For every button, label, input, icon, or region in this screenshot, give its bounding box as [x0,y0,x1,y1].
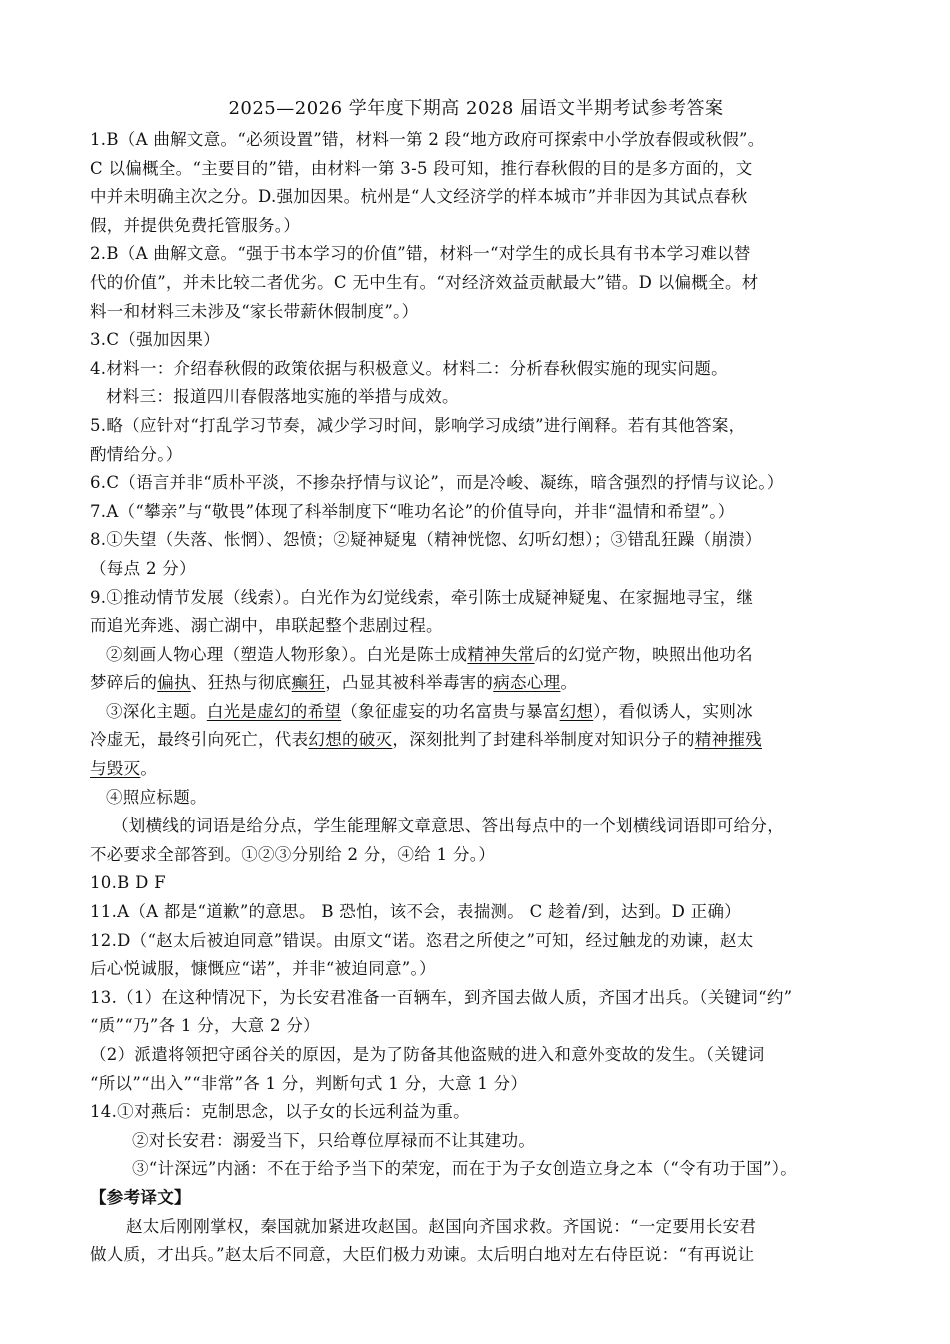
answer-q9 [90,584,862,870]
answer-line [90,698,862,727]
answer-line: ④照应标题。 [106,787,207,807]
text-span: （象征虚妄的功名富贵与暴富 [341,701,560,721]
answer-q14 [90,1098,862,1184]
text-span: 、狂热与彻底 [190,673,292,693]
scoring-keyword: 癫狂 [291,673,326,693]
answer-line: （2）派遣将领把守函谷关的原因，是为了防备其他盗贼的进入和意外变故的发生。（关键词 [90,1045,765,1064]
answer-line: ③“计深远”内涵：不在于给予当下的荣宠，而在于为子女创造立身之本（“令有功于国”）。 [132,1159,798,1179]
answer-line: 1.B（A 曲解文意。“必须设置”错，材料一第 2 段“地方政府可探索中小学放春假或秋假”。 [90,130,765,149]
page-title: 2025—2026 学年度下期高 2028 届语文半期考试参考答案 [228,98,724,119]
answer-line [90,755,862,784]
scoring-note: （划横线的词语是给分点，学生能理解文章意思、答出每点中的一个划横线词语即可给分， [112,816,784,836]
translation-line: 赵太后刚刚掌权，秦国就加紧进攻赵国。赵国向齐国求救。齐国说：“一定要用长安君 [126,1216,757,1236]
text-span: 后的幻觉产物，映照出他功名 [534,644,753,664]
answer-line: 料一和材料三未涉及“家长带薪休假制度”。） [90,301,419,321]
scoring-keyword: 精神摧残 [694,730,763,750]
text-span: ，深刻批判了封建科举制度对知识分子的 [392,730,695,750]
answer-q6: 6.C（语言并非“质朴平淡，不掺杂抒情与议论”，而是冷峻、凝练，暗含强烈的抒情与议论。） [90,473,784,493]
scoring-keyword: 幻想的破灭 [308,730,393,750]
text-span: 。 [140,759,158,779]
answer-line: 2.B（A 曲解文意。“强于书本学习的价值”错，材料一“对学生的成长具有书本学习难以替 [90,244,751,264]
answer-q8 [90,526,862,583]
answer-line: 假，并提供免费托管服务。） [90,215,301,235]
answer-line: 中并未明确主次之分。D.强加因果。杭州是“人文经济学的样本城市”并非因为其试点春秋 [90,187,748,207]
text-span: 冷虚无，最终引向死亡，代表 [90,730,309,750]
answer-line: 酌情给分。） [90,444,183,464]
answer-line: “所以”“出入”“非常”各 1 分，判断句式 1 分，大意 1 分） [90,1073,528,1093]
answer-line: 而追光奔逃、溺亡湖中，串联起整个悲剧过程。 [90,616,443,636]
answer-q5 [90,412,862,469]
answer-q7: 7.A（“攀亲”与“敬畏”体现了科举制度下“唯功名论”的价值导向，并非“温情和希望”。） [90,501,735,521]
answer-line: ②对长安君：溺爱当下，只给尊位厚禄而不让其建功。 [132,1130,536,1150]
answer-line: 14.①对燕后：克制思念，以子女的长远利益为重。 [90,1102,470,1122]
answer-line: 材料三：报道四川春假落地实施的举措与成效。 [106,387,459,407]
answer-line [90,669,862,698]
text-span: 。 [560,673,578,693]
answer-line: 4.材料一：介绍春秋假的政策依据与积极意义。材料二：分析春秋假实施的现实问题。 [90,358,728,378]
answer-line [90,726,862,755]
answer-q4 [90,355,862,412]
answer-q11: 11.A（A 都是“道歉”的意思。 B 恐怕，该不会，表揣测。 C 趁着/到，达到。D 正确） [90,902,742,922]
answer-line: 9.①推动情节发展（线索）。白光作为幻觉线索，牵引陈士成疑神疑鬼、在家掘地寻宝，继 [90,587,754,607]
answer-q1 [90,126,862,240]
scoring-keyword: 精神失常 [467,644,535,664]
text-span: ②刻画人物心理（塑造人物形象）。白光是陈士成 [106,644,468,664]
scoring-keyword: 白光是虚幻的希望 [206,701,342,721]
answer-q10: 10.B D F [90,873,166,893]
translation-line: 做人质，才出兵。”赵太后不同意，大臣们极力劝谏。太后明白地对左右侍臣说：“有再说让 [90,1245,755,1265]
scoring-keyword: 病态心理 [493,673,561,693]
text-span: ，凸显其被科举毒害的 [325,673,494,693]
answer-line: 后心悦诚服，慷慨应“诺”，并非“被迫同意”。） [90,959,436,979]
answer-line: （每点 2 分） [90,558,196,578]
answer-line: 代的价值”，并未比较二者优劣。C 无中生有。“对经济效益贡献最大”错。D 以偏概全。材 [90,272,759,292]
answer-q13 [90,984,862,1098]
answer-line: 12.D（“赵太后被迫同意”错误。由原文“诺。恣君之所使之”可知，经过触龙的劝谏，赵太 [90,930,754,950]
translation-section [90,1184,862,1270]
scoring-keyword: 幻想 [559,701,594,721]
answer-line: C 以偏概全。“主要目的”错，由材料一第 3-5 段可知，推行春秋假的目的是多方面的，文 [90,158,753,178]
text-span: 梦碎后的 [90,673,158,693]
scoring-keyword: 偏执 [157,673,191,693]
answer-line [90,641,862,670]
answer-line: 5.略（应针对“打乱学习节奏，减少学习时间，影响学习成绩”进行阐释。若有其他答案， [90,415,746,435]
answer-line: “质”“乃”各 1 分，大意 2 分） [90,1016,320,1036]
text-span: ③深化主题。 [106,701,207,721]
answer-line: 8.①失望（失落、怅惘）、怨愤；②疑神疑鬼（精神恍惚、幻听幻想）；③错乱狂躁（崩溃） [90,530,762,550]
answer-q3: 3.C（强加因果） [90,330,221,350]
answer-q12 [90,927,862,984]
scoring-keyword: 与毁灭 [90,759,141,779]
answer-q2 [90,240,862,326]
scoring-note: 不必要求全部答到。①②③分别给 2 分，④给 1 分。） [90,844,496,864]
text-span: ），看似诱人，实则冰 [593,701,753,721]
translation-heading: 【参考译文】 [90,1187,191,1207]
answer-line: 13.（1）在这种情况下，为长安君准备一百辆车，到齐国去做人质，齐国才出兵。（关键词“约” [90,987,793,1007]
